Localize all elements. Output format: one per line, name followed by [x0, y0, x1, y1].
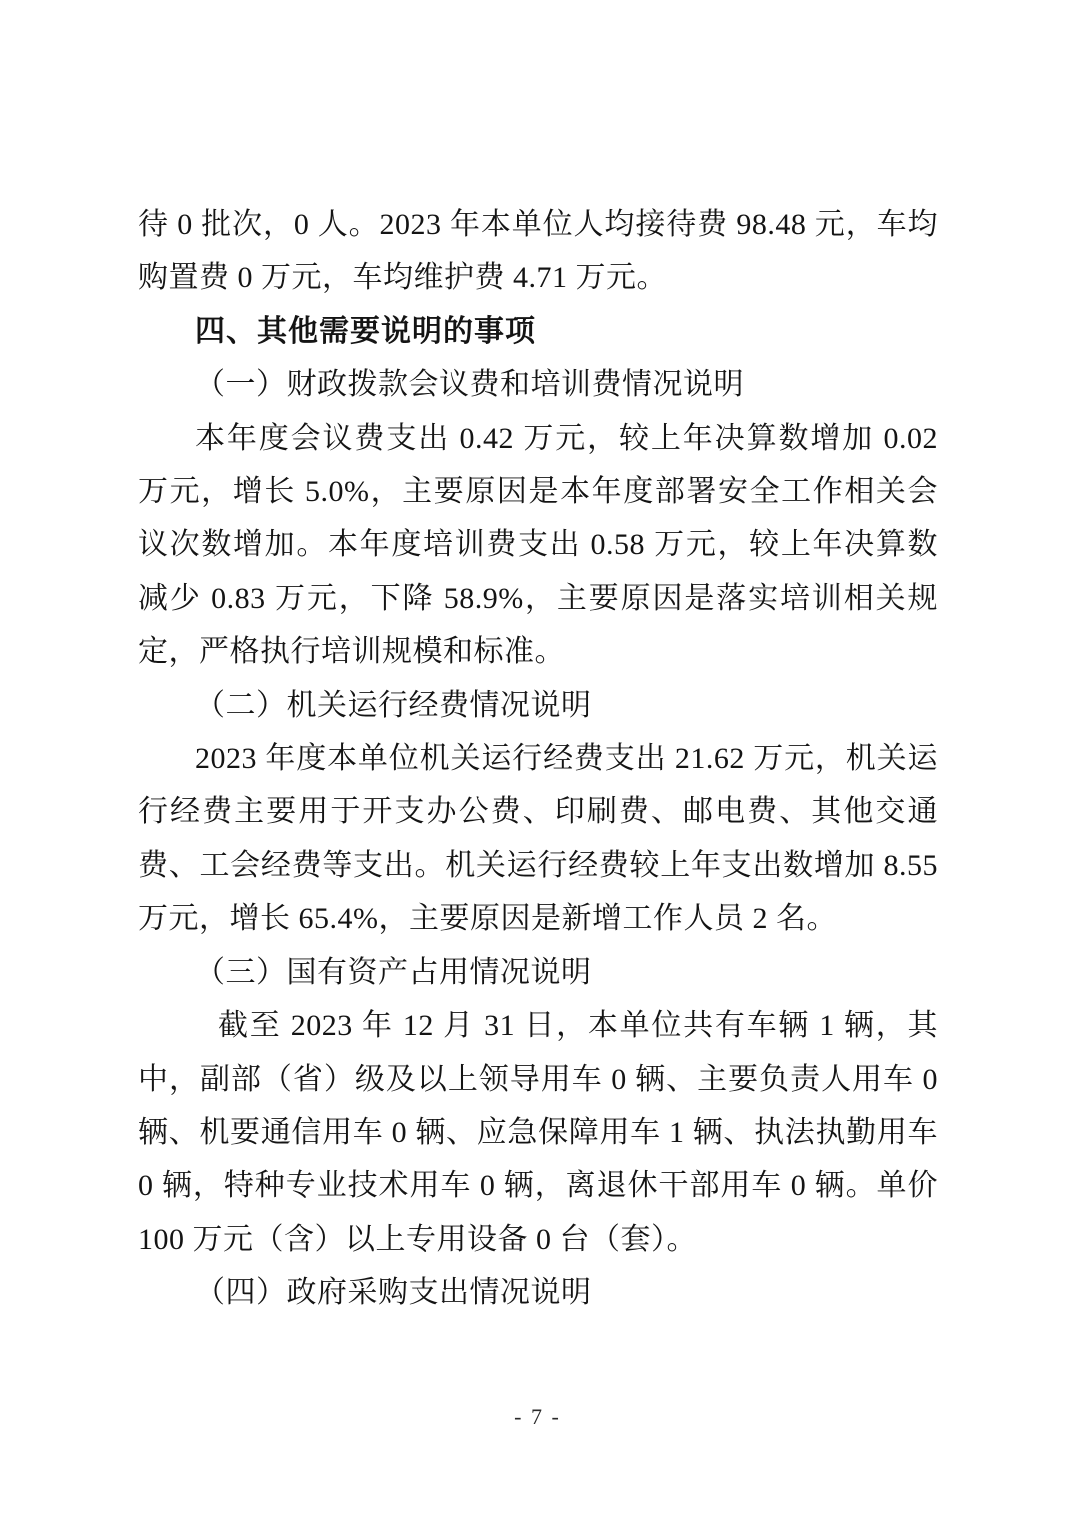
subsection-heading-operating-expenses: （二）机关运行经费情况说明 [195, 688, 592, 722]
subsection-heading-meeting-training-fees: （一）财政拨款会议费和培训费情况说明 [195, 368, 744, 402]
subsection-heading-state-assets: （三）国有资产占用情况说明 [195, 955, 592, 989]
subsection-heading-government-procurement: （四）政府采购支出情况说明 [195, 1276, 592, 1310]
paragraph-reception-stats: 待 0 批次，0 人。2023 年本单位人均接待费 98.48 元，车均购置费 0 万元，车均维护费 4.71 万元。 [138, 208, 938, 295]
section-heading-other-matters: 四、其他需要说明的事项 [195, 314, 536, 348]
page-number: - 7 - [514, 1404, 561, 1429]
paragraph-meeting-training-fees: 本年度会议费支出 0.42 万元，较上年决算数增加 0.02 万元，增长 5.0%，主要原因是本年度部署安全工作相关会议次数增加。本年度培训费支出 0.58 万元，较上年决算数减少 0.83 万元，下降 58.9%，主要原因是落实培训相关规定，严格执行培训规模和标准。 [138, 421, 938, 669]
paragraph-state-assets: 截至 2023 年 12 月 31 日，本单位共有车辆 1 辆，其中，副部（省）级及以上领导用车 0 辆、主要负责人用车 0 辆、机要通信用车 0 辆、应急保障用车 1 辆、执法执勤用车 0 辆，特种专业技术用车 0 辆，离退休干部用车 0 辆。单价 100 万元（含）以上专用设备 0 台（套）。 [138, 1009, 938, 1256]
paragraph-operating-expenses: 2023 年度本单位机关运行经费支出 21.62 万元，机关运行经费主要用于开支办公费、印刷费、邮电费、其他交通费、工会经费等支出。机关运行经费较上年支出数增加 8.55 万元，增长 65.4%，主要原因是新增工作人员 2 名。 [138, 742, 938, 936]
document-body [138, 198, 938, 1320]
